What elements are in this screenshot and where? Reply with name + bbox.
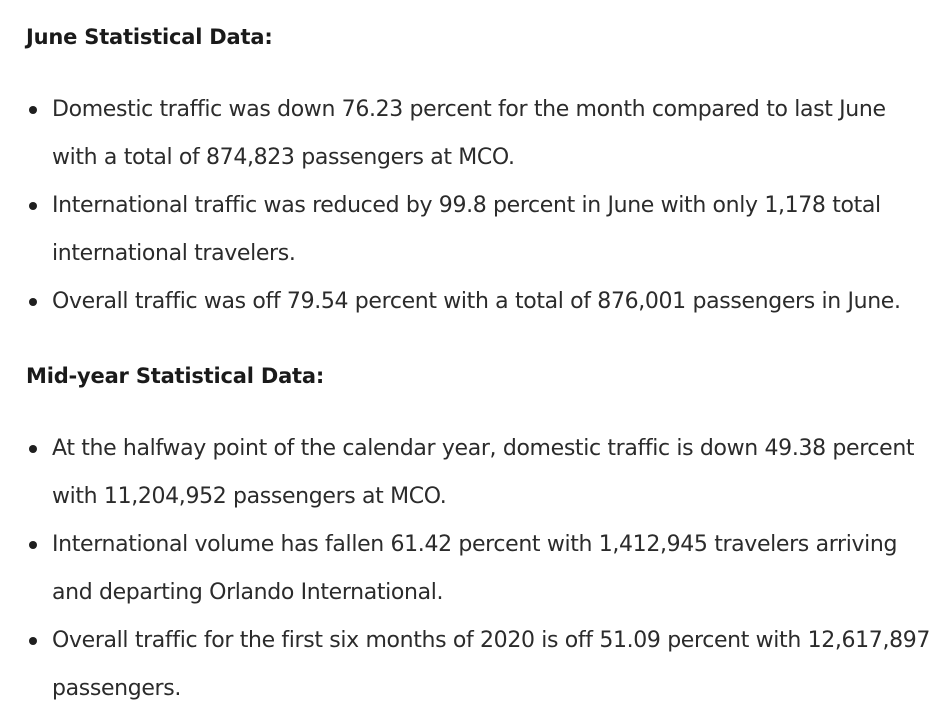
list-item <box>0 182 942 278</box>
list-item <box>0 617 942 713</box>
bullet-icon <box>29 637 37 645</box>
june-statistics-heading: June Statistical Data: <box>26 25 273 49</box>
list-item-text: International volume has fallen 61.42 percent with 1,412,945 travelers arriving and departing Orlando International. <box>52 532 898 605</box>
bullet-icon <box>29 202 37 210</box>
bullet-icon <box>29 106 37 114</box>
midyear-statistics-list <box>0 425 942 713</box>
list-item-text: Overall traffic for the first six months of 2020 is off 51.09 percent with 12,617,897 passengers. <box>52 628 931 701</box>
list-item <box>0 425 942 521</box>
list-item-text: Domestic traffic was down 76.23 percent for the month compared to last June with a total of 874,823 passengers at MCO. <box>52 97 886 170</box>
midyear-statistics-heading: Mid-year Statistical Data: <box>26 364 325 388</box>
list-item-text: International traffic was reduced by 99.8 percent in June with only 1,178 total international travelers. <box>52 193 881 266</box>
list-item <box>0 521 942 617</box>
list-item-text: At the halfway point of the calendar year, domestic traffic is down 49.38 percent with 11,204,952 passengers at MCO. <box>52 436 915 509</box>
bullet-icon <box>29 298 37 306</box>
bullet-icon <box>29 541 37 549</box>
june-statistics-list <box>0 86 942 326</box>
bullet-icon <box>29 445 37 453</box>
list-item <box>0 278 942 326</box>
list-item <box>0 86 942 182</box>
list-item-text: Overall traffic was off 79.54 percent with a total of 876,001 passengers in June. <box>52 289 901 314</box>
